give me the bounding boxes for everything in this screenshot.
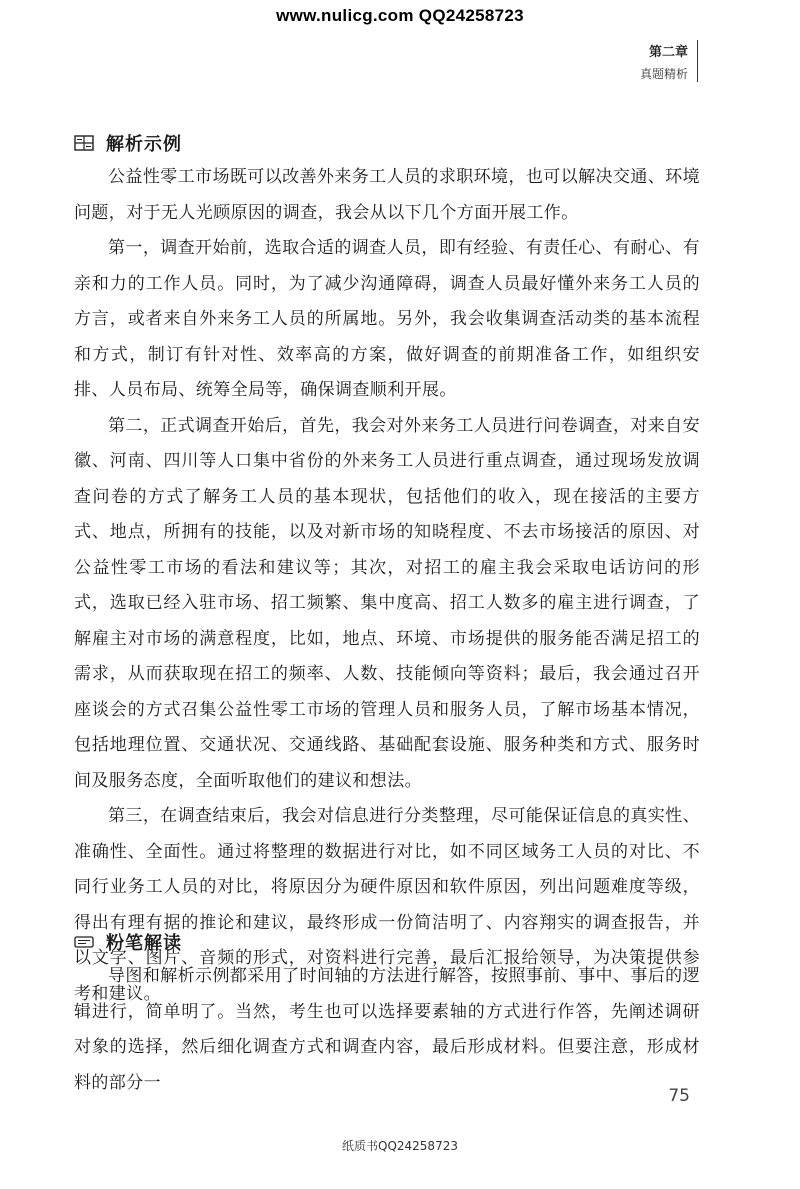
- reader-comment-icon: [74, 934, 94, 950]
- paragraph: 第三，在调查结束后，我会对信息进行分类整理，尽可能保证信息的真实性、准确性、全面性。通过将整理的数据进行对比，如不同区域务工人员的对比、不同行业务工人员的对比，将原因分为硬件原因和软件原因，列出问题难度等级，得出有理有据的推论和建议，最终形成一份简洁明了、内容翔实的调查报告，并以文字、图片、音频的形式，对资料进行完善，最后汇报给领导，为决策提供参考和建议。: [74, 806, 700, 1004]
- watermark-bottom: 纸质书QQ24258723: [342, 1139, 458, 1153]
- page-number: 75: [668, 1086, 690, 1106]
- section-commentary: [74, 927, 700, 1101]
- paragraph: 导图和解析示例都采用了时间轴的方法进行解答，按照事前、事中、事后的逻辑进行，简单明了。当然，考生也可以选择要素轴的方式进行作答，先阐述调研对象的选择，然后细化调查方式和调查内容，最后形成材料。但要注意，形成材料的部分一: [74, 966, 700, 1093]
- running-head: [640, 42, 688, 84]
- section-title: 解析示例: [106, 134, 182, 155]
- section-heading: [74, 128, 700, 158]
- chapter-label: 第二章: [648, 45, 688, 60]
- running-head-rule: [697, 40, 698, 82]
- paragraph: 公益性零工市场既可以改善外来务工人员的求职环境，也可以解决交通、环境问题，对于无人光顾原因的调查，我会从以下几个方面开展工作。: [74, 167, 700, 223]
- watermark-top: www.nulicg.com QQ24258723: [276, 6, 524, 25]
- paragraph: 第二，正式调查开始后，首先，我会对外来务工人员进行问卷调查，对来自安徽、河南、四川等人口集中省份的外来务工人员进行重点调查，通过现场发放调查问卷的方式了解务工人员的基本现状，包括他们的收入，现在接活的主要方式、地点，所拥有的技能，以及对新市场的知晓程度、不去市场接活的原因、对公益性零工市场的看法和建议等；其次，对招工的雇主我会采取电话访问的形式，选取已经入驻市场、招工频繁、集中度高、招工人数多的雇主进行调查，了解雇主对市场的满意程度，比如，地点、环境、市场提供的服务能否满足招工的需求，从而获取现在招工的频率、人数、技能倾向等资料；最后，我会通过召开座谈会的方式召集公益性零工市场的管理人员和服务人员，了解市场基本情况，包括地理位置、交通状况、交通线路、基础配套设施、服务种类和方式、服务时间及服务态度，全面听取他们的建议和想法。: [74, 415, 700, 791]
- section-heading: [74, 927, 700, 957]
- analysis-table-icon: [74, 135, 94, 151]
- section-analysis-example: [74, 128, 700, 1012]
- section-title: 粉笔解读: [106, 933, 182, 954]
- chapter-subtitle: 真题精析: [639, 67, 688, 81]
- paragraph: 第一，调查开始前，选取合适的调查人员，即有经验、有责任心、有耐心、有亲和力的工作人员。同时，为了减少沟通障碍，调查人员最好懂外来务工人员的方言，或者来自外来务工人员的所属地。另外，我会收集调查活动类的基本流程和方式，制订有针对性、效率高的方案，做好调查的前期准备工作，如组织安排、人员布局、统筹全局等，确保调查顺利开展。: [74, 238, 700, 400]
